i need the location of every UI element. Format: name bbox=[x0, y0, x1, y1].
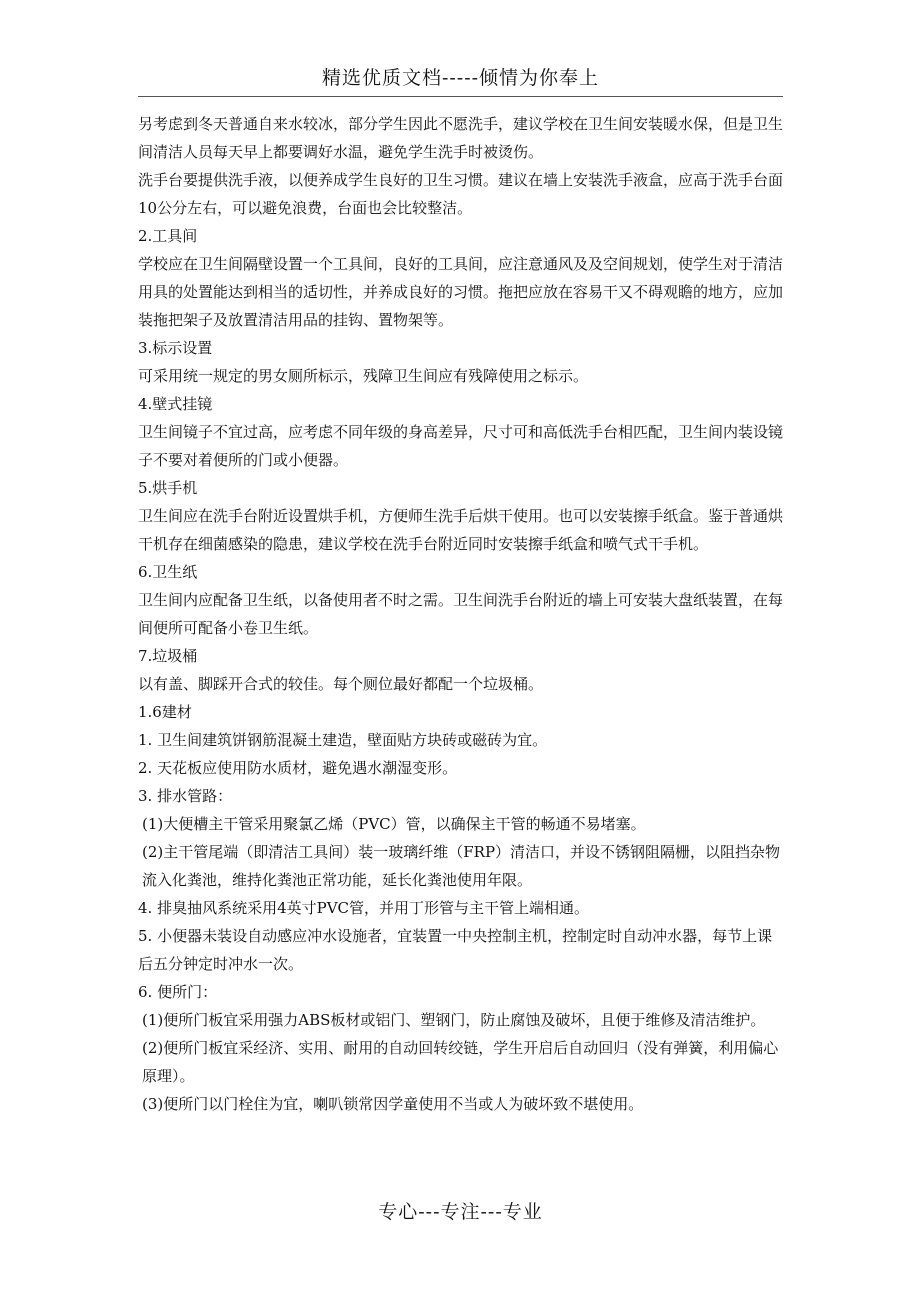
page-footer: 专心---专注---专业 bbox=[378, 1201, 543, 1223]
list-item: 3. 排水管路： bbox=[138, 787, 233, 805]
sub-list-item: (2)便所门板宜采经济、实用、耐用的自动回转绞链，学生开启后自动回归（没有弹簧，利用偏心原理）。 bbox=[142, 1039, 779, 1085]
sub-list-item: (3)便所门以门栓住为宜，喇叭锁常因学童使用不当或人为破坏致不堪使用。 bbox=[142, 1095, 644, 1113]
paragraph: 卫生间应在洗手台附近设置烘手机，方便师生洗手后烘干使用。也可以安装擦手纸盒。鉴于普通烘干机存在细菌感染的隐患，建议学校在洗手台附近同时安装擦手纸盒和喷气式干手机。 bbox=[138, 507, 784, 553]
list-item: 5. 小便器未装设自动感应冲水设施者，宜装置一中央控制主机，控制定时自动冲水器，每节上课后五分钟定时冲水一次。 bbox=[138, 927, 773, 973]
paragraph: 以有盖、脚踩开合式的较佳。每个厕位最好都配一个垃圾桶。 bbox=[138, 675, 544, 693]
section-heading: 1.6建材 bbox=[138, 703, 192, 721]
paragraph: 卫生间内应配备卫生纸，以备使用者不时之需。卫生间洗手台附近的墙上可安装大盘纸装置，在每间便所可配备小卷卫生纸。 bbox=[138, 591, 784, 637]
header-divider bbox=[138, 96, 783, 97]
section-heading: 5.烘手机 bbox=[138, 479, 198, 497]
list-item: 6. 便所门： bbox=[138, 983, 218, 1001]
paragraph: 洗手台要提供洗手液，以便养成学生良好的卫生习惯。建议在墙上安装洗手液盒，应高于洗手台面10公分左右，可以避免浪费，台面也会比较整洁。 bbox=[138, 171, 784, 217]
section-heading: 3.标示设置 bbox=[138, 339, 213, 357]
section-heading: 2.工具间 bbox=[138, 227, 198, 245]
section-heading: 7.垃圾桶 bbox=[138, 647, 198, 665]
section-heading: 4.壁式挂镜 bbox=[138, 395, 213, 413]
sub-list-item: (1)便所门板宜采用强力ABS板材或铝门、塑钢门，防止腐蚀及破坏，且便于维修及清洁维护。 bbox=[142, 1011, 766, 1029]
document-body bbox=[138, 110, 783, 1118]
section-heading: 6.卫生纸 bbox=[138, 563, 198, 581]
paragraph: 另考虑到冬天普通自来水较冰，部分学生因此不愿洗手，建议学校在卫生间安装暖水保，但是卫生间清洁人员每天早上都要调好水温，避免学生洗手时被烫伤。 bbox=[138, 115, 784, 161]
page-header: 精选优质文档-----倾情为你奉上 bbox=[321, 67, 600, 89]
list-item: 2. 天花板应使用防水质材，避免遇水潮湿变形。 bbox=[138, 759, 458, 777]
paragraph: 卫生间镜子不宜过高，应考虑不同年级的身高差异，尺寸可和高低洗手台相匹配，卫生间内装设镜子不要对着便所的门或小便器。 bbox=[138, 423, 784, 469]
list-item: 4. 排臭抽风系统采用4英寸PVC管，并用丁形管与主干管上端相通。 bbox=[138, 899, 590, 917]
paragraph: 学校应在卫生间隔壁设置一个工具间，良好的工具间，应注意通风及及空间规划，使学生对于清洁用具的处置能达到相当的适切性，并养成良好的习惯。拖把应放在容易干又不碍观瞻的地方，应加装拖把架子及放置清洁用品的挂钩、置物架等。 bbox=[138, 255, 784, 329]
list-item: 1. 卫生间建筑饼钢筋混凝土建造，壁面贴方块砖或磁砖为宜。 bbox=[138, 731, 548, 749]
sub-list-item: (2)主干管尾端（即清洁工具间）装一玻璃纤维（FRP）清洁口，并设不锈钢阻隔栅，以阻挡杂物流入化粪池，维持化粪池正常功能，延长化粪池使用年限。 bbox=[142, 843, 781, 889]
paragraph: 可采用统一规定的男女厕所标示，残障卫生间应有残障使用之标示。 bbox=[138, 367, 589, 385]
sub-list-item: (1)大便槽主干管采用聚氯乙烯（PVC）管，以确保主干管的畅通不易堵塞。 bbox=[142, 815, 646, 833]
